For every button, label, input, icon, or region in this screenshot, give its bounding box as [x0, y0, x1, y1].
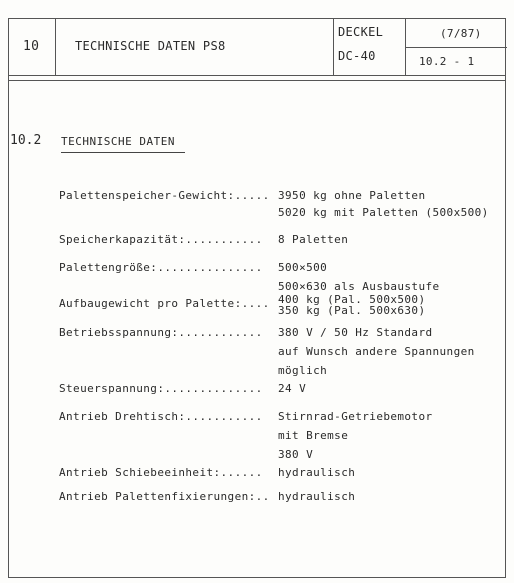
section-heading-underline	[61, 152, 185, 153]
section-number: 10.2	[10, 133, 42, 148]
header-title: TECHNISCHE DATEN PS8	[75, 39, 226, 53]
spec-value: mit Bremse	[278, 429, 349, 442]
spec-value: 5020 kg mit Paletten (500x500)	[278, 206, 489, 219]
header-manufacturer: DECKEL	[338, 25, 384, 39]
spec-value: 500×630 als Ausbaustufe	[278, 280, 440, 293]
spec-value: auf Wunsch andere Spannungen	[278, 345, 475, 358]
spec-value: hydraulisch	[278, 490, 356, 503]
spec-value: Stirnrad-Getriebemotor	[278, 410, 433, 423]
spec-value: 380 V	[278, 448, 314, 461]
spec-label: Antrieb Palettenfixierungen:..	[59, 490, 270, 503]
spec-value: 500×500	[278, 261, 328, 274]
header-section-cell	[9, 19, 56, 75]
spec-value: 3950 kg ohne Paletten	[278, 189, 426, 202]
header-table	[9, 19, 505, 76]
spec-value: 400 kg (Pal. 500x500)	[278, 293, 426, 306]
spec-label: Steuerspannung:..............	[59, 382, 263, 395]
section-heading: TECHNISCHE DATEN	[61, 135, 175, 148]
header-section-number: 10	[23, 39, 40, 54]
spec-label: Antrieb Drehtisch:...........	[59, 410, 263, 423]
spec-value: 350 kg (Pal. 500x630)	[278, 304, 426, 317]
spec-label: Betriebsspannung:............	[59, 326, 263, 339]
spec-label: Aufbaugewicht pro Palette:....	[59, 297, 270, 310]
spec-label: Palettenspeicher-Gewicht:.....	[59, 189, 270, 202]
spec-value: möglich	[278, 364, 328, 377]
spec-value: 380 V / 50 Hz Standard	[278, 326, 433, 339]
spec-value: 8 Paletten	[278, 233, 349, 246]
spec-value: 24 V	[278, 382, 307, 395]
spec-label: Speicherkapazität:...........	[59, 233, 263, 246]
header-date: (7/87)	[440, 27, 482, 40]
header-model: DC-40	[338, 49, 376, 63]
spec-value: hydraulisch	[278, 466, 356, 479]
header-separator	[9, 80, 505, 81]
header-page-ref: 10.2 - 1	[419, 55, 475, 68]
document-page	[8, 18, 506, 578]
spec-label: Palettengröße:...............	[59, 261, 263, 274]
header-manufacturer-cell	[334, 19, 406, 75]
header-title-cell	[56, 19, 334, 75]
header-ref-divider	[406, 47, 507, 48]
spec-label: Antrieb Schiebeeinheit:......	[59, 466, 263, 479]
header-reference-cell	[406, 19, 507, 75]
